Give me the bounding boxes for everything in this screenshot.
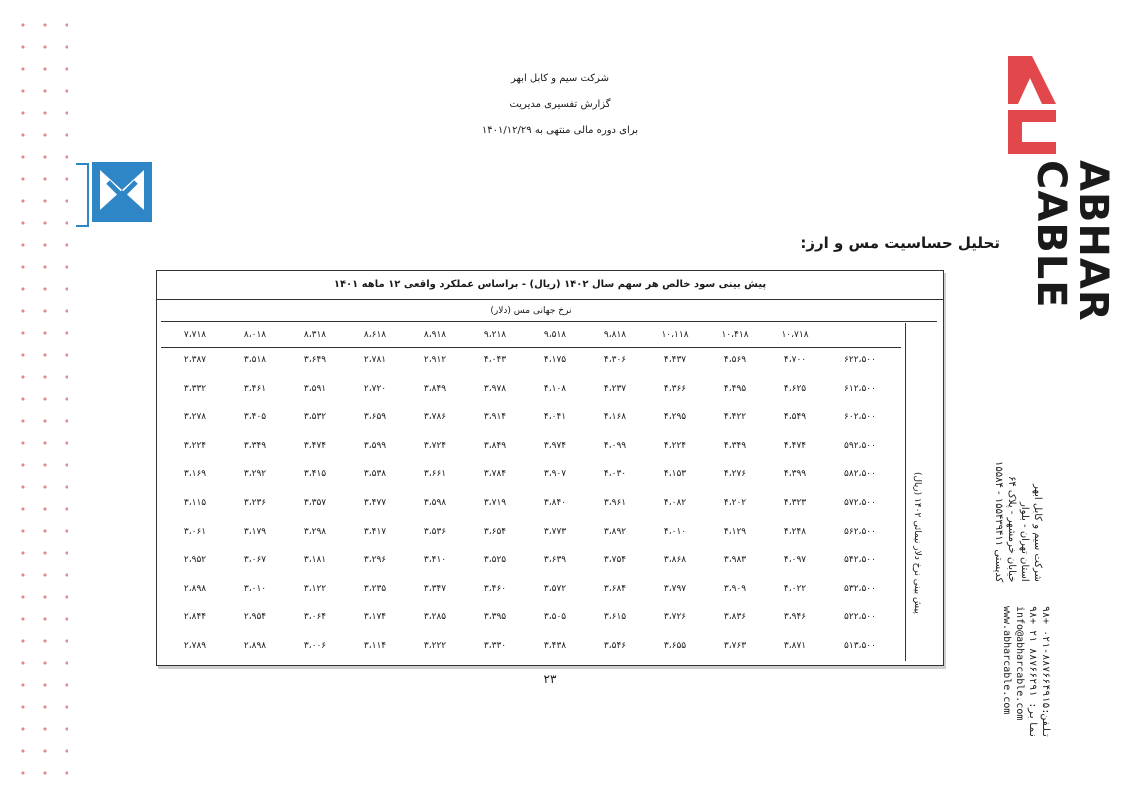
table-row <box>161 605 901 634</box>
table-cell: ۳،۶۵۵ <box>663 640 687 651</box>
row-header-rate: ۵۹۲،۵۰۰ <box>844 440 876 451</box>
table-cell: ۲،۷۸۱ <box>363 355 387 365</box>
decorative-dot-pattern <box>12 14 68 784</box>
table-row <box>161 520 901 549</box>
table-cell: ۳،۳۵۷ <box>303 497 327 508</box>
table-grid <box>161 323 901 663</box>
contact-info <box>1000 606 1052 756</box>
table-cell: ۳،۲۹۲ <box>243 469 267 480</box>
table-cell: ۳،۲۹۸ <box>303 526 327 537</box>
table-cell: ۳،۵۹۸ <box>423 497 447 508</box>
table-cell: ۲،۳۸۷ <box>183 355 207 365</box>
table-cell: ۳،۷۸۶ <box>423 412 447 423</box>
report-title: گزارش تفسیری مدیریت <box>509 99 611 110</box>
row-header-rate: ۵۶۲،۵۰۰ <box>844 526 876 537</box>
table-cell: ۴،۰۱۰ <box>663 526 687 537</box>
table-cell: ۴،۴۳۷ <box>663 355 687 365</box>
table-row <box>161 377 901 406</box>
table-cell: ۳،۷۵۴ <box>603 555 627 566</box>
column-header: ۸،۳۱۸ <box>303 330 327 340</box>
table-cell: ۳،۲۹۶ <box>363 555 387 566</box>
table-cell: ۴،۲۹۵ <box>663 412 687 423</box>
table-cell: ۴،۱۵۳ <box>663 469 687 480</box>
contact-phone: تلفن:۸۸۷۶۶۴۹۱۵-۰۲۱ +۹۸ <box>1040 606 1051 739</box>
table-cell: ۳،۵۲۵ <box>483 555 507 566</box>
column-header: ۱۰،۷۱۸ <box>781 330 809 340</box>
table-cell: ۳،۵۰۵ <box>543 612 567 623</box>
table-cell: ۴،۵۴۹ <box>783 412 807 423</box>
table-cell: ۳،۶۳۹ <box>543 555 567 566</box>
table-cell: ۳،۴۱۷ <box>363 526 387 537</box>
row-header-rate: ۵۳۲،۵۰۰ <box>844 583 876 594</box>
table-cell: ۳،۶۱۵ <box>603 612 627 623</box>
brand-line-1: ABHAR <box>1070 160 1116 322</box>
contact-fax: نمابر: ۸۸۷۶۶۲۹۱ ۲۱ +۹۸ <box>1027 606 1038 739</box>
table-cell: ۳،۳۳۲ <box>183 383 207 394</box>
table-cell: ۳،۰۶۴ <box>303 612 327 623</box>
table-cell: ۳،۷۸۴ <box>483 469 507 480</box>
table-cell: ۳،۹۰۹ <box>723 583 747 594</box>
table-cell: ۴،۳۹۹ <box>783 469 807 480</box>
table-cell: ۴،۰۴۳ <box>483 355 507 365</box>
table-cell: ۳،۰۶۱ <box>183 526 207 537</box>
table-row <box>161 348 901 377</box>
report-period: برای دوره مالی منتهی به ۱۴۰۱/۱۲/۲۹ <box>481 125 639 136</box>
table-row <box>161 491 901 520</box>
table-cell: ۲،۸۹۸ <box>183 583 207 594</box>
table-cell: ۳،۲۷۸ <box>183 412 207 423</box>
table-cell: ۳،۵۹۱ <box>303 383 327 394</box>
table-cell: ۳،۸۳۶ <box>723 612 747 623</box>
table-cell: ۳،۹۴۶ <box>783 612 807 623</box>
table-cell: ۳،۷۶۳ <box>723 640 747 651</box>
column-header: ۸،۰۱۸ <box>243 330 267 340</box>
sensitivity-table <box>156 270 944 666</box>
table-cell: ۳،۴۳۸ <box>543 640 567 651</box>
company-address <box>992 452 1044 582</box>
table-cell: ۳،۲۲۲ <box>423 640 447 651</box>
table-cell: ۲،۹۵۲ <box>183 555 207 566</box>
row-header-rate: ۵۴۲،۵۰۰ <box>844 555 876 566</box>
table-cell: ۳،۱۱۴ <box>363 640 387 651</box>
table-cell: ۲،۷۲۰ <box>363 383 387 394</box>
table-cell: ۴،۳۲۳ <box>783 497 807 508</box>
table-cell: ۴،۰۹۹ <box>603 440 627 451</box>
table-cell: ۴،۱۶۸ <box>603 412 627 423</box>
table-cell: ۴،۴۲۲ <box>723 412 747 423</box>
table-row <box>161 634 901 663</box>
table-cell: ۴،۴۹۵ <box>723 383 747 394</box>
table-cell: ۳،۹۱۴ <box>483 412 507 423</box>
table-cell: ۳،۴۰۵ <box>243 412 267 423</box>
table-cell: ۴،۰۳۰ <box>603 469 627 480</box>
table-cell: ۲،۹۵۴ <box>243 612 267 623</box>
table-cell: ۳،۶۶۱ <box>423 469 447 480</box>
table-cell: ۳،۸۷۱ <box>783 640 807 651</box>
table-cell: ۴،۳۰۶ <box>603 355 627 365</box>
table-cell: ۳،۵۳۸ <box>363 469 387 480</box>
table-cell: ۳،۳۳۰ <box>483 640 507 651</box>
table-cell: ۲،۸۴۴ <box>183 612 207 623</box>
table-cell: ۴،۱۲۹ <box>723 526 747 537</box>
table-cell: ۳،۲۲۴ <box>183 440 207 451</box>
table-cell: ۴،۲۲۴ <box>663 440 687 451</box>
table-cell: ۳،۵۷۲ <box>543 583 567 594</box>
table-cell: ۴،۰۴۱ <box>543 412 567 423</box>
address-postal: کدپستی ۱۵۵۴۳۹۴۱۱ - ۱۵۵۸۴ <box>993 460 1004 582</box>
brand-line-2: CABLE <box>1028 160 1074 309</box>
row-header-rate: ۵۷۲،۵۰۰ <box>844 497 876 508</box>
column-header: ۷،۷۱۸ <box>183 330 207 340</box>
table-cell: ۴،۲۳۷ <box>603 383 627 394</box>
table-cell: ۳،۱۸۱ <box>303 555 327 566</box>
table-cell: ۴،۰۲۲ <box>783 583 807 594</box>
row-group-band <box>905 323 942 661</box>
brand-wordmark <box>1030 160 1114 322</box>
address-line-1: استان تهران - بلوار <box>1019 502 1030 582</box>
row-group-label: پیش بینی نرخ دلار نیمائی ۱۴۰۲ (ریال) <box>912 472 922 614</box>
table-cell: ۳،۹۶۱ <box>603 497 627 508</box>
page-number: ۲۳ <box>543 672 557 686</box>
row-header-rate: ۵۲۲،۵۰۰ <box>844 612 876 623</box>
table-cell: ۳،۷۱۹ <box>483 497 507 508</box>
table-cell: ۳،۷۹۷ <box>663 583 687 594</box>
table-cell: ۳،۶۸۴ <box>603 583 627 594</box>
table-row <box>161 462 901 491</box>
table-cell: ۳،۱۱۵ <box>183 497 207 508</box>
table-cell: ۳،۳۴۷ <box>423 583 447 594</box>
table-cell: ۲،۹۱۲ <box>423 355 447 365</box>
table-cell: ۳،۸۴۹ <box>423 383 447 394</box>
table-cell: ۳،۴۷۴ <box>303 440 327 451</box>
contact-email: info@abharcable.com <box>1014 606 1025 721</box>
table-cell: ۳،۳۴۹ <box>243 440 267 451</box>
table-row <box>161 548 901 577</box>
table-cell: ۳،۸۴۰ <box>543 497 567 508</box>
table-cell: ۳،۵۴۶ <box>603 640 627 651</box>
contact-web: www.abharcable.com <box>1001 606 1012 715</box>
table-cell: ۳،۶۵۹ <box>363 412 387 423</box>
table-cell: ۴،۲۰۲ <box>723 497 747 508</box>
table-header-row <box>161 323 901 348</box>
table-row <box>161 577 901 606</box>
table-cell: ۳،۳۹۵ <box>483 612 507 623</box>
table-cell: ۴،۰۸۲ <box>663 497 687 508</box>
company-seal-logo <box>74 156 158 232</box>
table-cell: ۳،۴۱۵ <box>303 469 327 480</box>
table-cell: ۳،۴۶۰ <box>483 583 507 594</box>
table-cell: ۳،۰۱۰ <box>243 583 267 594</box>
table-cell: ۳،۴۱۰ <box>423 555 447 566</box>
table-cell: ۴،۳۴۹ <box>723 440 747 451</box>
table-cell: ۳،۲۳۵ <box>363 583 387 594</box>
column-header: ۸،۶۱۸ <box>363 330 387 340</box>
column-header: ۹،۸۱۸ <box>603 330 627 340</box>
column-group-label: نرخ جهانی مس (دلار) <box>490 306 572 316</box>
table-cell: ۳،۶۴۹ <box>303 355 327 365</box>
table-row <box>161 405 901 434</box>
table-cell: ۳،۰۰۶ <box>303 640 327 651</box>
table-cell: ۳،۲۸۵ <box>423 612 447 623</box>
abhar-cable-logo <box>1002 50 1062 164</box>
table-cell: ۳،۸۴۹ <box>483 440 507 451</box>
table-cell: ۳،۹۸۳ <box>723 555 747 566</box>
table-cell: ۳،۴۷۷ <box>363 497 387 508</box>
table-cell: ۳،۷۲۴ <box>423 440 447 451</box>
report-header <box>440 72 680 150</box>
table-cell: ۳،۹۷۸ <box>483 383 507 394</box>
row-header-rate: ۵۱۳،۵۰۰ <box>844 640 876 651</box>
table-cell: ۴،۷۰۰ <box>783 355 807 365</box>
column-header: ۸،۹۱۸ <box>423 330 447 340</box>
column-header: ۱۰،۱۱۸ <box>661 330 689 340</box>
table-cell: ۳،۷۲۶ <box>663 612 687 623</box>
table-cell: ۲،۸۹۸ <box>243 640 267 651</box>
table-cell: ۴،۴۷۴ <box>783 440 807 451</box>
table-caption: پیش بینی سود خالص هر سهم سال ۱۴۰۲ (ریال) - براساس عملکرد واقعی ۱۲ ماهه ۱۴۰۱ <box>157 271 943 300</box>
row-header-rate: ۶۱۲،۵۰۰ <box>844 383 876 394</box>
table-cell: ۳،۹۷۴ <box>543 440 567 451</box>
table-cell: ۴،۱۷۵ <box>543 355 567 365</box>
table-cell: ۳،۵۳۶ <box>423 526 447 537</box>
table-cell: ۲،۷۸۹ <box>183 640 207 651</box>
table-cell: ۴،۵۶۹ <box>723 355 747 365</box>
table-cell: ۳،۲۳۶ <box>243 497 267 508</box>
row-header-rate: ۶۲۲،۵۰۰ <box>844 355 876 365</box>
address-company: شرکت سیم و کابل ابهر <box>1032 484 1043 582</box>
column-header: ۱۰،۴۱۸ <box>721 330 749 340</box>
table-cell: ۳،۰۶۷ <box>243 555 267 566</box>
table-cell: ۳،۹۰۷ <box>543 469 567 480</box>
row-header-rate: ۵۸۲،۵۰۰ <box>844 469 876 480</box>
table-cell: ۴،۶۲۵ <box>783 383 807 394</box>
table-cell: ۳،۸۶۸ <box>663 555 687 566</box>
address-line-2: خیابان خرمشهر - پلاک ۶۴ <box>1006 475 1017 582</box>
column-header: ۹،۵۱۸ <box>543 330 567 340</box>
table-cell: ۳،۱۲۲ <box>303 583 327 594</box>
table-cell: ۳،۱۷۴ <box>363 612 387 623</box>
company-name: شرکت سیم و کابل ابهر <box>511 73 609 84</box>
table-cell: ۳،۱۷۹ <box>243 526 267 537</box>
section-title: تحلیل حساسیت مس و ارز: <box>800 234 1000 252</box>
table-cell: ۳،۸۹۲ <box>603 526 627 537</box>
table-cell: ۳،۱۶۹ <box>183 469 207 480</box>
table-row <box>161 434 901 463</box>
table-cell: ۳،۵۹۹ <box>363 440 387 451</box>
table-cell: ۳،۶۵۴ <box>483 526 507 537</box>
column-header: ۹،۲۱۸ <box>483 330 507 340</box>
table-cell: ۴،۲۴۸ <box>783 526 807 537</box>
table-cell: ۳،۷۷۳ <box>543 526 567 537</box>
table-cell: ۴،۳۶۶ <box>663 383 687 394</box>
column-group-band <box>161 301 937 322</box>
table-cell: ۴،۱۰۸ <box>543 383 567 394</box>
row-header-rate: ۶۰۲،۵۰۰ <box>844 412 876 423</box>
table-cell: ۳،۵۳۲ <box>303 412 327 423</box>
table-cell: ۳،۴۶۱ <box>243 383 267 394</box>
table-cell: ۴،۲۷۶ <box>723 469 747 480</box>
table-cell: ۳،۵۱۸ <box>243 355 267 365</box>
table-cell: ۴،۰۹۷ <box>783 555 807 566</box>
